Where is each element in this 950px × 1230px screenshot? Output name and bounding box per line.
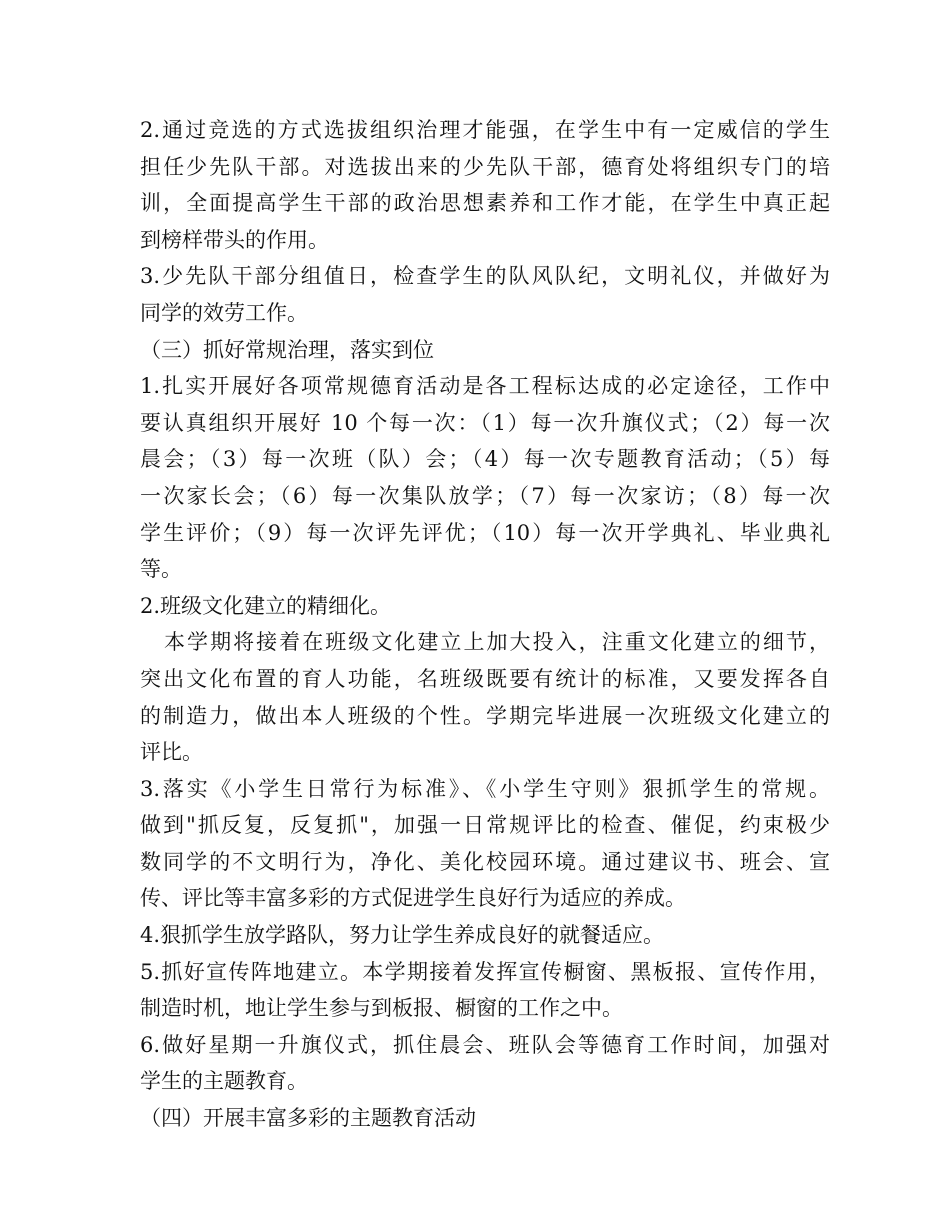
text-line: 4.狠抓学生放学路队，努力让学生养成良好的就餐适应。: [140, 923, 665, 948]
text-line: 制造时机，地让学生参与到板报、橱窗的工作之中。: [140, 996, 623, 1021]
text-line: 3.落实《小学生日常行为标准》、《小学生守则》狠抓学生的常规。: [140, 776, 830, 801]
text-line: 本学期将接着在班级文化建立上加大投入，注重文化建立的细节，: [164, 630, 830, 655]
text-line: （四）开展丰富多彩的主题教育活动: [140, 1106, 476, 1131]
text-line: 一次家长会；（6）每一次集队放学；（7）每一次家访；（8）每一次: [140, 483, 830, 508]
text-line: 5.抓好宣传阵地建立。本学期接着发挥宣传橱窗、黑板报、宣传作用，: [140, 959, 830, 984]
text-line: 做到"抓反复，反复抓"，加强一日常规评比的检查、催促，约束极少: [140, 813, 830, 838]
text-line: 担任少先队干部。对选拔出来的少先队干部，德育处将组织专门的培: [140, 154, 830, 179]
text-line: 突出文化布置的育人功能，名班级既要有统计的标准，又要发挥各自: [140, 666, 830, 691]
text-line: 2.班级文化建立的精细化。: [140, 593, 392, 618]
text-line: 学生的主题教育。: [140, 1069, 308, 1094]
text-line: 的制造力，做出本人班级的个性。学期完毕进展一次班级文化建立的: [140, 703, 830, 728]
document-body: [140, 112, 830, 1137]
text-line: 到榜样带头的作用。: [140, 227, 329, 252]
text-line: 学生评价；（9）每一次评先评优；（10）每一次开学典礼、毕业典礼: [140, 520, 830, 545]
text-line: 要认真组织开展好 10 个每一次：（1）每一次升旗仪式；（2）每一次: [140, 410, 830, 435]
text-line: 2.通过竞选的方式选拔组织治理才能强，在学生中有一定威信的学生: [140, 118, 830, 142]
text-line: 3.少先队干部分组值日，检查学生的队风队纪，文明礼仪，并做好为: [140, 264, 830, 289]
text-line: （三）抓好常规治理，落实到位: [140, 337, 434, 362]
text-line: 晨会；（3）每一次班（队）会；（4）每一次专题教育活动；（5）每: [140, 447, 830, 472]
text-line: 数同学的不文明行为，净化、美化校园环境。通过建议书、班会、宣: [140, 849, 830, 874]
text-line: 训，全面提高学生干部的政治思想素养和工作才能，在学生中真正起: [140, 191, 830, 216]
text-line: 6.做好星期一升旗仪式，抓住晨会、班队会等德育工作时间，加强对: [140, 1032, 830, 1057]
text-line: 同学的效劳工作。: [140, 300, 308, 325]
text-line: 传、评比等丰富多彩的方式促进学生良好行为适应的养成。: [140, 886, 686, 911]
text-line: 等。: [140, 557, 182, 582]
text-line: 1.扎实开展好各项常规德育活动是各工程标达成的必定途径，工作中: [140, 374, 830, 399]
text-line: 评比。: [140, 740, 203, 765]
